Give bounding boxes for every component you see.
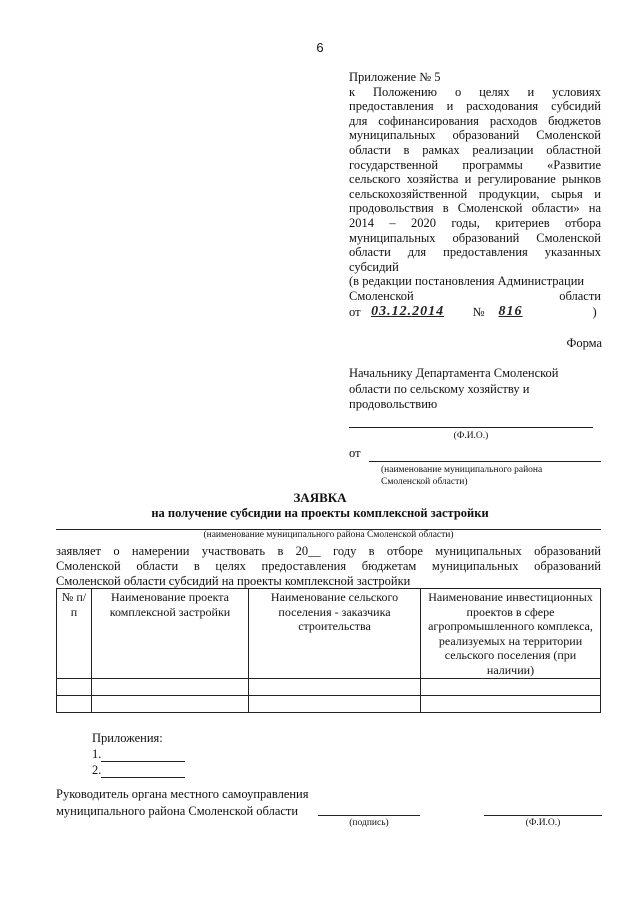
district-fill-line[interactable] <box>56 521 601 530</box>
attachment-fill-line[interactable] <box>101 764 185 778</box>
edition-line-2 <box>349 289 601 304</box>
table-cell[interactable] <box>421 696 601 713</box>
signature-fill-line[interactable] <box>318 803 420 816</box>
application-paragraph <box>56 544 601 589</box>
edition-line: (в редакции постановления Администрации <box>349 274 585 289</box>
fio-caption: (Ф.И.О.) <box>453 430 489 441</box>
close-paren: ) <box>592 304 597 319</box>
table-row <box>57 679 601 696</box>
attachments-block <box>92 730 185 778</box>
addressee-block <box>349 366 601 488</box>
header-investment: Наименование инвестиционных проектов в сфере агропромышленного комплекса, реализуемых на территории сельского поселения (при наличии) <box>421 589 601 679</box>
document-subtitle: на получение субсидии на проекты комплексной застройки <box>151 506 489 520</box>
fio-fill-line[interactable] <box>349 413 593 428</box>
table-cell[interactable] <box>57 696 92 713</box>
appendix-line: области в рамках реализации областной <box>349 142 601 157</box>
appendix-line: 2014 – 2020 годы, критериев отбора <box>349 215 601 230</box>
appendix-line: продовольствия в Смоленской области» на <box>349 201 601 216</box>
appendix-line: сельскохозяйственной продукции, сырья и <box>349 186 601 201</box>
paragraph-line: заявляет о намерении участвовать в 20__ году в отборе муниципальных образований <box>56 544 601 558</box>
table-cell[interactable] <box>57 679 92 696</box>
appendix-block <box>349 70 601 319</box>
appendix-line: области для предоставления указанных <box>349 245 601 260</box>
signature-caption: (подпись) <box>349 818 389 828</box>
table-cell[interactable] <box>249 696 421 713</box>
header-number: № п/п <box>57 589 92 679</box>
table-header-row <box>57 589 601 679</box>
handwritten-date: 03.12.2014 <box>371 303 445 319</box>
appendix-line: государственной программы «Развитие <box>349 157 601 172</box>
from-row <box>349 446 601 462</box>
table-row <box>57 696 601 713</box>
from-caption-line: Смоленской области) <box>381 476 468 487</box>
head-signature-block <box>56 786 309 820</box>
appendix-line: предоставления и расходования субсидий <box>349 99 601 114</box>
form-label: Форма <box>566 336 602 350</box>
attachment-fill-line[interactable] <box>101 748 185 762</box>
from-caption-line: (наименование муниципального района <box>381 464 543 475</box>
head-title-line: Руководитель органа местного самоуправления <box>56 787 309 801</box>
table-cell[interactable] <box>249 679 421 696</box>
edition-left: Смоленской <box>349 288 414 303</box>
attachment-item <box>92 746 185 762</box>
paragraph-line: Смоленской области субсидий на проекты комплексной застройки <box>56 574 411 588</box>
fio-signature-fill-line[interactable] <box>484 803 602 816</box>
from-caption <box>349 464 601 488</box>
appendix-line: муниципальных образований Смоленской <box>349 128 601 143</box>
table-cell[interactable] <box>92 679 249 696</box>
attachment-number: 2. <box>92 763 102 777</box>
handwritten-number: 816 <box>498 303 523 319</box>
date-prefix: от <box>349 304 361 319</box>
appendix-line: сельского хозяйства и регулирование рынков <box>349 172 601 187</box>
header-project: Наименование проекта комплексной застройки <box>92 589 249 679</box>
addressee-line: Начальнику Департамента Смоленской <box>349 366 559 380</box>
page-number: 6 <box>316 40 324 55</box>
attachment-number: 1. <box>92 747 102 761</box>
appendix-title: Приложение № 5 <box>349 70 441 84</box>
from-fill-line[interactable] <box>369 448 601 462</box>
header-settlement: Наименование сельского поселения - заказчика строительства <box>249 589 421 679</box>
document-title: ЗАЯВКА <box>293 490 347 505</box>
paragraph-line: Смоленской области в целях предоставления бюджетам муниципальных образований <box>56 559 601 573</box>
addressee-line: продовольствию <box>349 397 438 411</box>
number-prefix: № <box>472 304 485 319</box>
appendix-line: к Положению о целях и условиях <box>349 84 601 99</box>
from-label: от <box>349 446 361 460</box>
appendix-line: субсидий <box>349 259 399 274</box>
district-caption: (наименование муниципального района Смоленской области) <box>203 530 454 540</box>
table-cell[interactable] <box>92 696 249 713</box>
fio-signature-caption: (Ф.И.О.) <box>525 818 561 828</box>
head-title-line: муниципального района Смоленской области <box>56 804 299 818</box>
table-cell[interactable] <box>421 679 601 696</box>
projects-table <box>56 588 601 713</box>
appendix-line: для софинансирования расходов бюджетов <box>349 113 601 128</box>
addressee-line: области по сельскому хозяйству и <box>349 381 530 396</box>
attachment-item <box>92 762 185 778</box>
appendix-line: муниципальных образований Смоленской <box>349 230 601 245</box>
attachments-label: Приложения: <box>92 731 163 745</box>
edition-right: области <box>559 288 601 303</box>
resolution-date-line <box>349 305 601 320</box>
